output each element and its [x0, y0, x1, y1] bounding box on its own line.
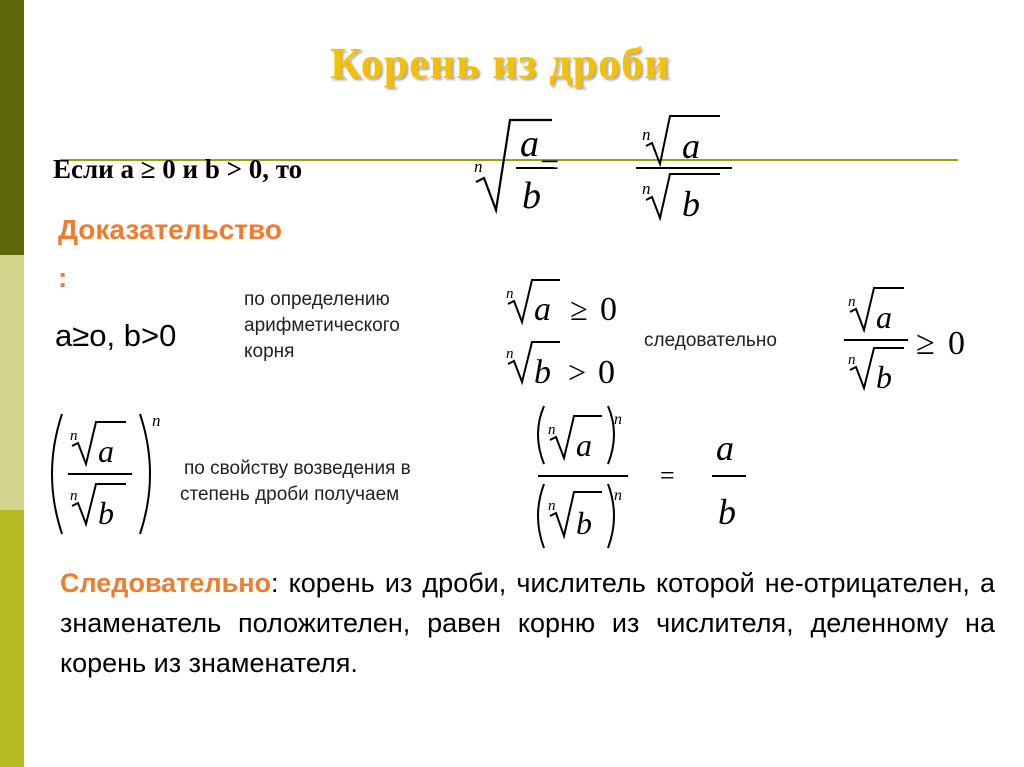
radicand-a: a	[534, 291, 551, 328]
denominator-b: b	[876, 359, 892, 395]
root-index: n	[848, 294, 856, 310]
gt-sign: >	[568, 354, 587, 390]
conclusion-lead: Следовательно	[60, 568, 271, 598]
denominator-b: b	[522, 175, 541, 217]
note-line: корня	[244, 341, 295, 362]
conclusion-paragraph	[60, 563, 995, 683]
note-line: арифметического	[244, 315, 400, 336]
equals-sign: =	[660, 461, 675, 490]
conclusion-text: : корень из дроби, числитель которой не-отрицателен, а знаменатель положителен, равен корню из числителя, деленному на корень из знаменателя.	[60, 568, 995, 678]
root-inequalities	[500, 276, 640, 396]
left-parenthesis	[538, 406, 544, 464]
proof-colon: :	[58, 262, 68, 293]
numerator-a: a	[520, 123, 539, 165]
radicand-b: b	[534, 354, 551, 391]
left-parenthesis	[52, 414, 62, 534]
root-index: n	[474, 157, 483, 176]
geq-sign: ≥	[916, 325, 935, 362]
root-index: n	[642, 125, 651, 144]
slide-title: Корень из дроби	[330, 39, 671, 88]
exponent-n: n	[614, 411, 622, 428]
given-condition: a≥o, b>0	[55, 318, 177, 353]
root-index: n	[70, 428, 78, 444]
note-line: по определению	[244, 289, 390, 310]
root-index: n	[506, 346, 514, 362]
theorem-condition: Если a ≥ 0 и b > 0, то	[53, 154, 303, 184]
sidebar-stripe	[0, 0, 24, 767]
left-parenthesis	[538, 484, 544, 548]
note-line: степень дроби получаем	[180, 484, 400, 505]
denominator-b: b	[576, 505, 592, 541]
numerator-a: a	[98, 433, 114, 469]
property-note	[180, 456, 411, 508]
zero: 0	[948, 325, 965, 362]
therefore-label: следовательно	[644, 330, 777, 351]
sidebar-segment-light	[0, 255, 24, 510]
root-index: n	[548, 498, 556, 514]
numerator-a: a	[682, 126, 700, 166]
ratio-nonnegative	[842, 284, 982, 400]
root-index: n	[642, 179, 651, 198]
powers-ratio	[530, 400, 790, 554]
root-index: n	[506, 286, 514, 302]
note-line: по свойству возведения в	[184, 458, 411, 479]
sidebar-segment-dark	[0, 0, 24, 255]
right-parenthesis	[140, 414, 150, 534]
exponent-n: n	[152, 411, 161, 430]
equals-sign: =	[540, 147, 560, 184]
geq-sign: ≥	[570, 291, 588, 327]
sidebar-segment-mid	[0, 510, 24, 767]
proof-label: Доказательство	[58, 214, 282, 245]
exponent-n: n	[614, 487, 622, 504]
numerator-a: a	[716, 428, 734, 468]
denominator-b: b	[718, 492, 736, 532]
main-formula	[470, 112, 750, 224]
definition-note	[244, 287, 400, 365]
zero: 0	[600, 291, 617, 328]
zero: 0	[598, 354, 615, 391]
numerator-a: a	[876, 299, 892, 335]
root-index: n	[848, 352, 856, 368]
root-index: n	[548, 422, 556, 438]
numerator-a: a	[576, 427, 592, 463]
denominator-b: b	[682, 184, 700, 224]
denominator-b: b	[98, 495, 114, 531]
root-index: n	[70, 488, 78, 504]
power-of-fraction	[42, 404, 182, 544]
